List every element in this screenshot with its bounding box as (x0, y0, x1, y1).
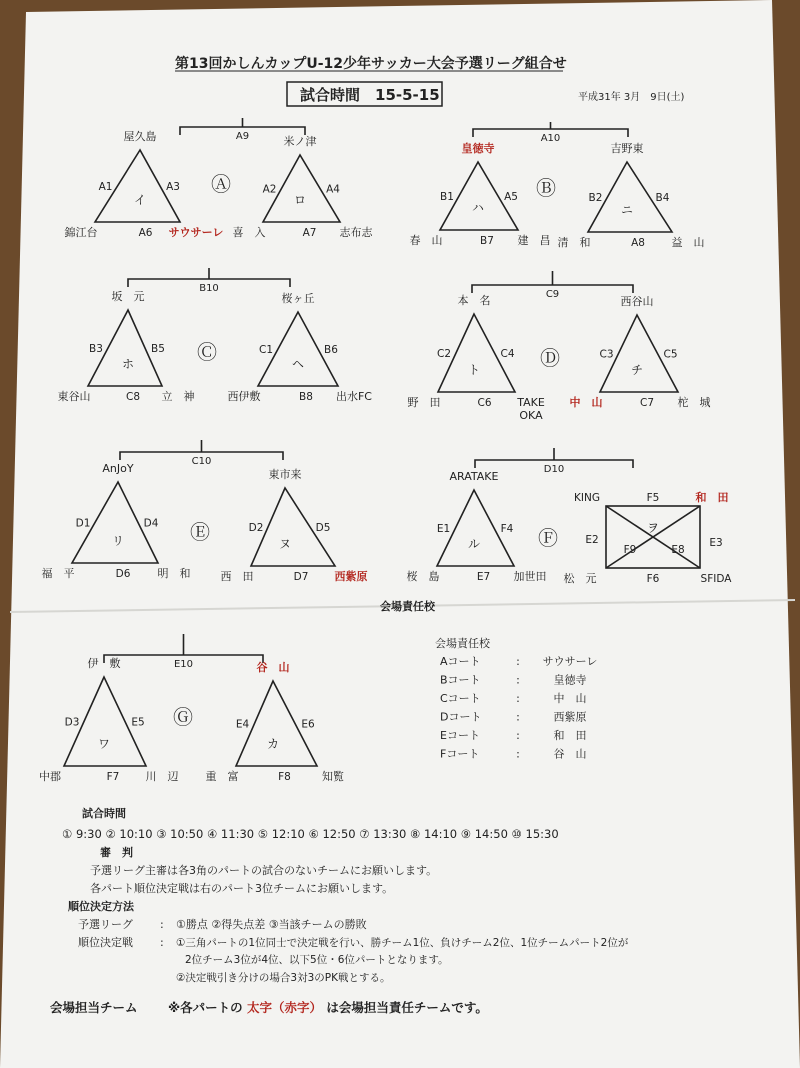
playoff-label: 順位決定戦 (78, 936, 133, 949)
team-left: 桜 島 (406, 570, 440, 583)
team-right-line2: OKA (519, 409, 543, 422)
team-top: 吉野東 (610, 142, 644, 155)
match-code-right: A5 (504, 191, 518, 203)
match-code-right: E3 (709, 537, 723, 549)
final-match-code: A9 (235, 131, 250, 142)
team-top: 屋久島 (123, 130, 157, 143)
triangle-part-name: ヌ (278, 537, 292, 551)
triangle-part-name: ロ (293, 193, 307, 207)
team-right: 川 辺 (145, 770, 179, 783)
match-code-left: C3 (599, 348, 614, 361)
match-code-diagonal-2: E8 (671, 544, 685, 556)
match-code-left: C2 (436, 348, 452, 360)
group-label-e: Ⓔ (190, 520, 210, 544)
group-label-c: Ⓒ (197, 340, 217, 364)
venue-separator: : (516, 655, 520, 668)
match-code-right: E6 (301, 718, 315, 731)
triangle-part-name: カ (266, 737, 280, 751)
team-right: 西紫原 (334, 570, 368, 583)
match-code-bottom: B8 (299, 391, 313, 403)
playoff-rule-2: 2位チーム3位が4位、以下5位・6位パートとなります。 (185, 954, 449, 966)
team-left: 春 山 (409, 234, 443, 247)
playoff-rule-3: ②決定戦引き分けの場合3対3のPK戦とする。 (176, 972, 391, 984)
match-code-left: B2 (588, 192, 603, 204)
venue-separator: : (516, 673, 520, 687)
team-right: 益 山 (671, 236, 705, 249)
footer-label: 会場担当チーム (50, 1000, 138, 1015)
triangle-part-name: チ (630, 363, 644, 377)
venue-separator: : (516, 729, 520, 742)
final-match-code: A10 (540, 133, 561, 144)
team-right: 加世田 (513, 570, 547, 583)
team-top: 桜ヶ丘 (281, 292, 315, 305)
team-right: サウサーレ (168, 226, 224, 239)
match-code-bottom: A6 (138, 227, 153, 239)
team-top: 本 名 (457, 294, 491, 307)
triangle-part-name: ハ (471, 201, 485, 215)
match-code-left: D1 (75, 517, 91, 530)
team-bottom-right: SFIDA (700, 573, 732, 585)
group-label-d: Ⓓ (540, 346, 560, 370)
match-code-left: C1 (258, 344, 274, 356)
footer-note-pre: ※各パートの (168, 1000, 243, 1015)
triangle-part-name: ワ (97, 737, 111, 751)
venue-court: Dコート (440, 710, 482, 724)
league-criteria: ①勝点 ②得失点差 ③当該チームの勝敗 (176, 918, 367, 931)
final-match-code: C10 (191, 456, 212, 467)
referee-title: 審 判 (100, 846, 133, 859)
document-title: 第13回かしんカップU-12少年サッカー大会予選リーグ組合せ (175, 56, 567, 72)
team-top-left: KING (574, 492, 600, 504)
group-label-f: Ⓕ (538, 526, 558, 550)
match-code-right: D4 (143, 517, 159, 530)
ranking-title: 順位決定方法 (68, 900, 134, 913)
triangle-part-name: イ (133, 193, 147, 207)
triangle-part-name: ル (467, 537, 481, 551)
match-code-bottom: E7 (476, 571, 491, 583)
venue-court: Cコート (440, 692, 481, 705)
match-code-right: C4 (500, 348, 515, 360)
match-code-left: B3 (89, 343, 103, 355)
match-times: ① 9:30 ② 10:10 ③ 10:50 ④ 11:30 ⑤ 12:10 ⑥ 12:50 ⑦ 13:30 ⑧ 14:10 ⑨ 14:50 ⑩ 15:30 (62, 827, 559, 841)
referee-line-2: 各パート順位決定戦は右のパート3位チームにお願いします。 (90, 882, 394, 895)
triangle-part-name: ニ (620, 203, 634, 217)
footer-note-post: は会場担当責任チームです。 (326, 1000, 488, 1015)
venue-heading: 会場責任校 (435, 637, 490, 650)
team-top-right: 和 田 (695, 491, 729, 504)
team-top: 伊 敷 (87, 657, 121, 670)
team-left: 喜 入 (232, 226, 266, 239)
venue-school: サウサーレ (542, 655, 598, 668)
match-code-bottom: C6 (477, 397, 492, 409)
venue-school: 中 山 (553, 692, 587, 705)
triangle-part-name: ヘ (291, 357, 305, 371)
team-top: 坂 元 (111, 290, 145, 303)
team-top: 東市来 (268, 468, 302, 481)
times-title: 試合時間 (82, 807, 126, 820)
match-code-left: A1 (98, 181, 113, 193)
venue-separator: : (516, 710, 520, 724)
match-code-bottom: C7 (639, 397, 655, 409)
match-code-bottom: A8 (631, 237, 645, 249)
triangle-part-name: リ (111, 534, 125, 548)
team-left: 中郡 (39, 770, 61, 783)
match-code-bottom: F8 (278, 771, 291, 783)
match-code-right: D5 (315, 522, 331, 534)
match-code-bottom: A7 (302, 227, 317, 239)
match-code-bottom: B7 (480, 235, 494, 247)
triangle-part-name: ホ (121, 357, 135, 371)
match-code-bottom: D7 (293, 571, 309, 583)
match-code-left: A2 (262, 183, 277, 196)
match-time: 試合時間 15-5-15 (300, 86, 440, 104)
venue-school: 西紫原 (553, 710, 587, 724)
venue-school: 谷 山 (553, 747, 587, 761)
match-code-right: F4 (500, 523, 514, 535)
team-top: AnJoY (102, 462, 134, 475)
league-label: 予選リーグ (78, 918, 133, 931)
triangle-part-name: ト (467, 363, 481, 377)
footer-note (168, 1000, 488, 1015)
match-code-left: E4 (235, 718, 250, 731)
final-match-code: D10 (543, 464, 565, 475)
match-code-right: B4 (655, 192, 670, 204)
team-right: 明 和 (157, 567, 191, 580)
venue-court: Aコート (440, 655, 481, 668)
event-date: 平成31年 3月 9日(土) (578, 92, 685, 103)
match-code-bottom: F7 (106, 771, 120, 783)
match-code-right: B6 (324, 344, 338, 356)
team-top: ARATAKE (449, 470, 499, 483)
team-top: 米ノ津 (283, 135, 317, 148)
team-right: 建 昌 (517, 234, 551, 247)
venue-court: Eコート (440, 729, 480, 742)
match-code-left: D2 (248, 522, 264, 534)
final-match-code: C9 (545, 289, 560, 300)
team-left: 清 和 (557, 236, 591, 249)
match-code-top: F5 (646, 492, 660, 504)
match-code-right: A3 (166, 181, 180, 193)
group-label-a: Ⓐ (211, 172, 231, 196)
venue-school: 皇徳寺 (553, 673, 587, 687)
team-top: 皇徳寺 (461, 142, 495, 155)
team-left: 東谷山 (57, 390, 91, 403)
venue-heading-top: 会場責任校 (380, 600, 435, 613)
footer-note-red: 太字（赤字） (247, 1000, 323, 1015)
match-code-right: A4 (326, 183, 340, 196)
team-left: 西伊敷 (227, 390, 261, 403)
team-left: 中 山 (569, 396, 603, 409)
venue-court: Bコート (440, 673, 481, 687)
final-match-code: B10 (199, 283, 219, 294)
team-right: 志布志 (339, 226, 373, 239)
team-left: 野 田 (407, 396, 441, 409)
match-code-right: B5 (151, 343, 165, 355)
match-code-left: B1 (440, 191, 454, 203)
square-part-name: ヲ (646, 521, 660, 535)
referee-line-1: 予選リーグ主審は各3角のパートの試合のないチームにお願いします。 (90, 864, 438, 877)
team-top: 谷 山 (256, 661, 290, 674)
match-code-bottom: F6 (646, 573, 660, 585)
venue-separator: : (516, 747, 520, 761)
match-code-left: E1 (436, 523, 451, 535)
playoff-colon: : (160, 936, 164, 949)
final-match-code: E10 (173, 659, 194, 670)
match-code-diagonal-1: F9 (623, 544, 637, 556)
playoff-rule-1: ①三角パートの1位同士で決定戦を行い、勝チーム1位、負けチーム2位、1位チームパート2位が (176, 937, 629, 949)
team-right: TAKE (517, 396, 545, 409)
team-right: 知覧 (322, 770, 344, 783)
venue-court: Fコート (440, 747, 480, 761)
team-left: 福 平 (41, 567, 75, 580)
team-right: 出水FC (335, 390, 373, 403)
team-right: 柁 城 (677, 396, 711, 409)
team-left: 西 田 (220, 570, 254, 583)
venue-separator: : (516, 692, 520, 705)
team-left: 錦江台 (64, 226, 98, 239)
match-code-left: E2 (585, 534, 599, 546)
match-code-right: C5 (663, 348, 678, 361)
match-code-left: D3 (64, 716, 80, 729)
match-code-bottom: C8 (125, 391, 141, 403)
group-label-b: Ⓑ (536, 176, 556, 200)
group-label-g: Ⓖ (173, 705, 193, 729)
league-colon: : (160, 918, 164, 931)
team-top: 西谷山 (620, 295, 654, 308)
team-left: 重 富 (205, 770, 239, 783)
venue-row (440, 655, 597, 668)
match-code-bottom: D6 (115, 568, 131, 580)
team-bottom-left: 松 元 (563, 572, 597, 585)
venue-school: 和 田 (553, 729, 587, 742)
team-right: 立 神 (161, 390, 195, 403)
match-code-right: E5 (131, 716, 145, 729)
